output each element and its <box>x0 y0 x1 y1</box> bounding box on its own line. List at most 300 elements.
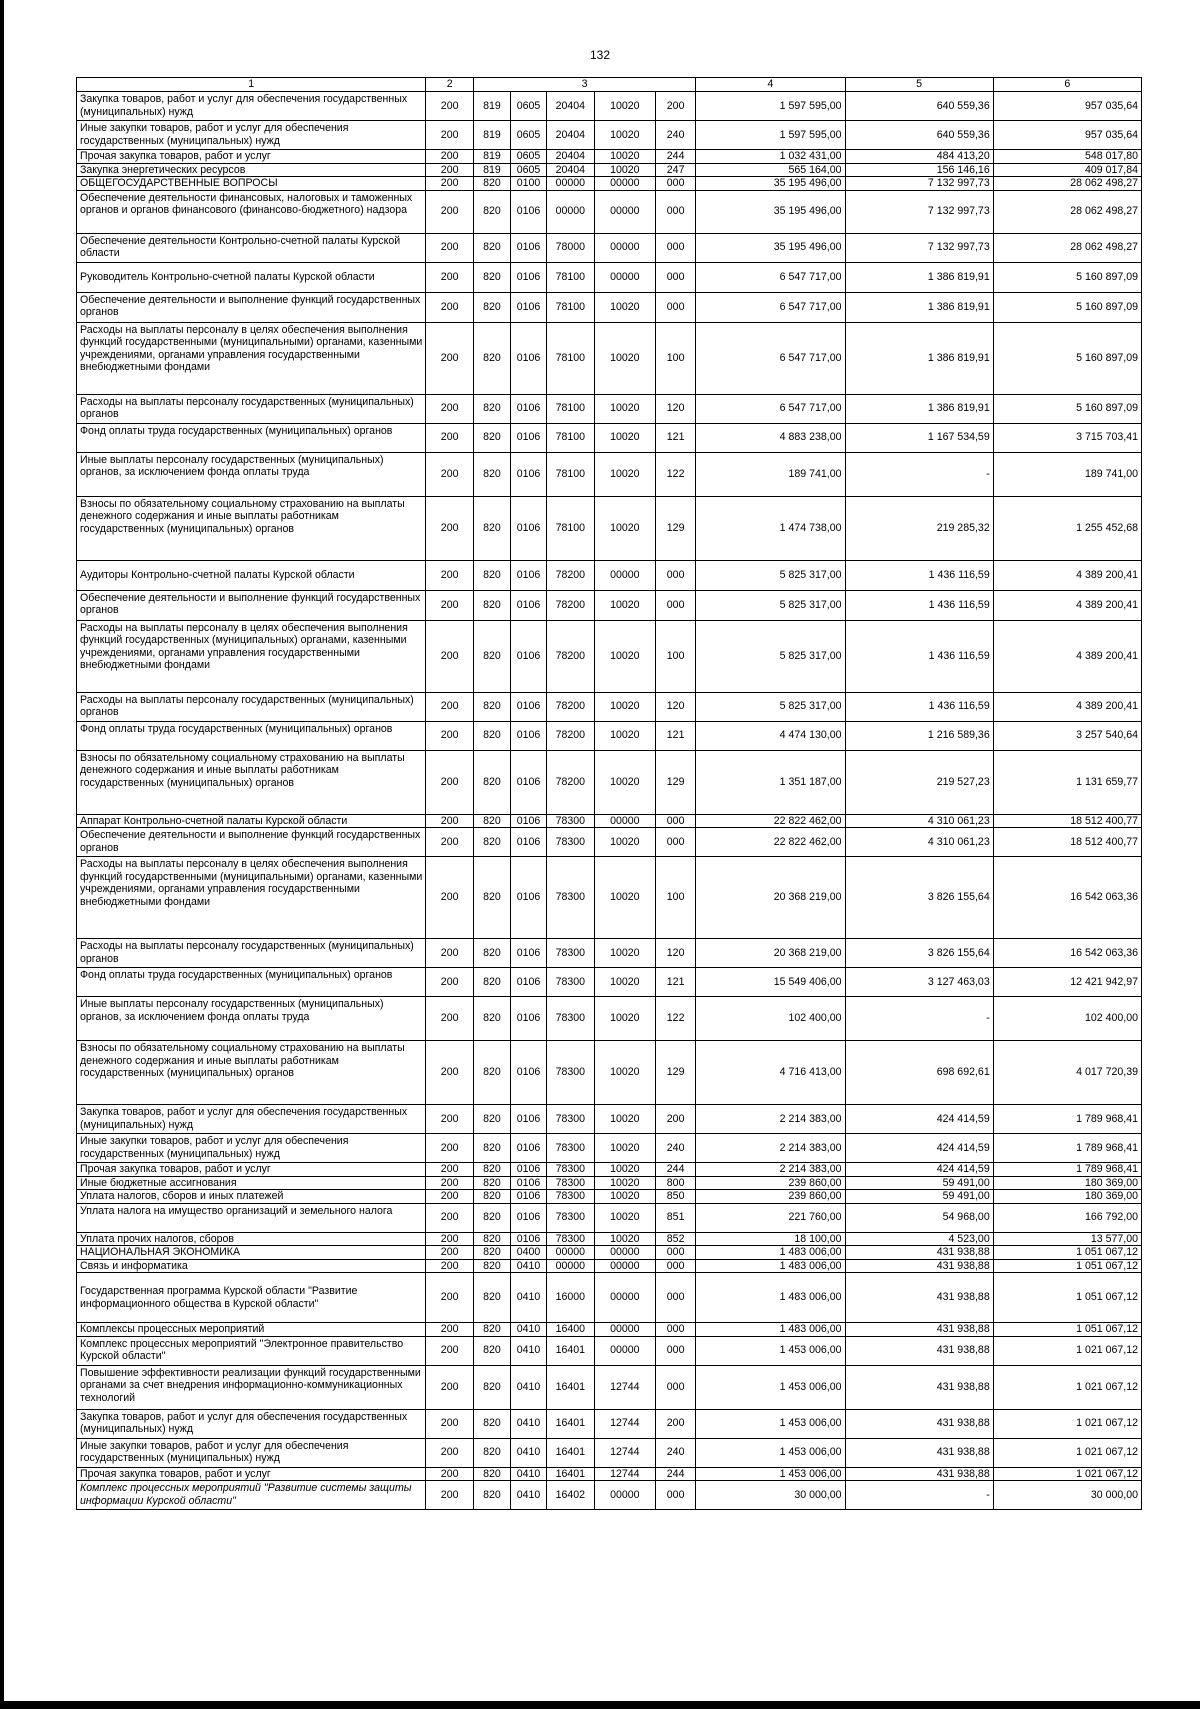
cell-program-code: 00000 <box>546 1259 594 1273</box>
cell-program-code: 78100 <box>546 394 594 423</box>
cell-expense-type: 000 <box>656 560 696 590</box>
table-row <box>77 857 1142 939</box>
cell-col2: 200 <box>426 1134 474 1163</box>
cell-program-code: 16402 <box>546 1481 594 1510</box>
cell-section-code: 0106 <box>511 620 547 692</box>
table-row <box>77 1259 1142 1273</box>
table-body <box>77 92 1142 1510</box>
table-row <box>77 750 1142 814</box>
cell-section-code: 0410 <box>511 1273 547 1323</box>
table-row <box>77 1041 1142 1105</box>
cell-admin-code: 820 <box>473 292 510 322</box>
cell-col2: 200 <box>426 177 474 191</box>
cell-admin-code: 820 <box>473 620 510 692</box>
cell-section-code: 0106 <box>511 1232 547 1246</box>
cell-amount-executed: 7 132 997,73 <box>845 233 993 262</box>
cell-admin-code: 820 <box>473 692 510 721</box>
cell-admin-code: 820 <box>473 1246 510 1260</box>
cell-col2: 200 <box>426 163 474 177</box>
cell-program-code: 20404 <box>546 150 594 164</box>
table-row <box>77 1232 1142 1246</box>
cell-program-code: 78100 <box>546 262 594 292</box>
cell-amount-executed: 219 527,23 <box>845 750 993 814</box>
cell-amount-executed: 424 414,59 <box>845 1134 993 1163</box>
cell-direction-code: 10020 <box>594 692 655 721</box>
cell-amount-remaining: 409 017,84 <box>993 163 1141 177</box>
cell-amount-remaining: 3 257 540,64 <box>993 721 1141 750</box>
cell-amount-plan: 1 032 431,00 <box>696 150 845 164</box>
cell-program-code: 78200 <box>546 750 594 814</box>
cell-expense-type: 200 <box>656 1105 696 1134</box>
cell-section-code: 0106 <box>511 857 547 939</box>
cell-program-code: 16400 <box>546 1323 594 1337</box>
row-name: Расходы на выплаты персоналу в целях обеспечения выполнения функций государственными (муниципальными) органами, казенными учреждениями, органами управления государственными внебюджетными фондами <box>77 857 426 939</box>
cell-amount-plan: 35 195 496,00 <box>696 190 845 233</box>
cell-amount-remaining: 28 062 498,27 <box>993 233 1141 262</box>
cell-expense-type: 244 <box>656 1467 696 1481</box>
cell-direction-code: 10020 <box>594 292 655 322</box>
cell-amount-remaining: 28 062 498,27 <box>993 177 1141 191</box>
cell-amount-remaining: 1 021 067,12 <box>993 1467 1141 1481</box>
cell-amount-remaining: 1 021 067,12 <box>993 1438 1141 1467</box>
cell-program-code: 78300 <box>546 997 594 1041</box>
cell-amount-remaining: 4 389 200,41 <box>993 692 1141 721</box>
cell-admin-code: 820 <box>473 1438 510 1467</box>
row-name: Обеспечение деятельности Контрольно-счетной палаты Курской области <box>77 233 426 262</box>
cell-admin-code: 820 <box>473 857 510 939</box>
row-name: Повышение эффективности реализации функций государственными органами за счет внедрения информационно-коммуникационных технологий <box>77 1365 426 1409</box>
cell-program-code: 78300 <box>546 1163 594 1177</box>
row-name: ОБЩЕГОСУДАРСТВЕННЫЕ ВОПРОСЫ <box>77 177 426 191</box>
row-name: Уплата налога на имущество организаций и земельного налога <box>77 1203 426 1232</box>
cell-direction-code: 10020 <box>594 1041 655 1105</box>
table-row <box>77 692 1142 721</box>
cell-admin-code: 820 <box>473 1467 510 1481</box>
cell-admin-code: 820 <box>473 721 510 750</box>
cell-amount-remaining: 1 021 067,12 <box>993 1409 1141 1438</box>
cell-amount-remaining: 1 255 452,68 <box>993 496 1141 560</box>
cell-section-code: 0605 <box>511 163 547 177</box>
cell-amount-executed: 431 938,88 <box>845 1467 993 1481</box>
cell-col2: 200 <box>426 692 474 721</box>
cell-amount-remaining: 1 051 067,12 <box>993 1323 1141 1337</box>
cell-col2: 200 <box>426 423 474 452</box>
cell-amount-plan: 15 549 406,00 <box>696 968 845 997</box>
row-name: Аппарат Контрольно-счетной палаты Курской области <box>77 814 426 828</box>
row-name: Иные бюджетные ассигнования <box>77 1176 426 1190</box>
cell-expense-type: 120 <box>656 692 696 721</box>
cell-direction-code: 00000 <box>594 177 655 191</box>
cell-direction-code: 10020 <box>594 997 655 1041</box>
cell-amount-plan: 22 822 462,00 <box>696 828 845 857</box>
cell-amount-plan: 1 351 187,00 <box>696 750 845 814</box>
cell-amount-plan: 2 214 383,00 <box>696 1134 845 1163</box>
header-cell-1: 1 <box>77 78 426 92</box>
cell-col2: 200 <box>426 1041 474 1105</box>
cell-direction-code: 10020 <box>594 452 655 496</box>
cell-section-code: 0106 <box>511 233 547 262</box>
cell-direction-code: 10020 <box>594 1203 655 1232</box>
cell-expense-type: 000 <box>656 292 696 322</box>
cell-amount-remaining: 5 160 897,09 <box>993 292 1141 322</box>
cell-admin-code: 820 <box>473 190 510 233</box>
cell-amount-executed: 219 285,32 <box>845 496 993 560</box>
cell-expense-type: 244 <box>656 150 696 164</box>
cell-admin-code: 820 <box>473 423 510 452</box>
scan-bottom-edge <box>0 1701 1200 1709</box>
cell-col2: 200 <box>426 1190 474 1204</box>
cell-program-code: 78300 <box>546 1134 594 1163</box>
cell-amount-remaining: 5 160 897,09 <box>993 322 1141 394</box>
scan-left-edge <box>0 0 4 1709</box>
cell-section-code: 0106 <box>511 939 547 968</box>
cell-amount-executed: 59 491,00 <box>845 1190 993 1204</box>
cell-program-code: 78100 <box>546 292 594 322</box>
cell-section-code: 0106 <box>511 721 547 750</box>
cell-direction-code: 00000 <box>594 1481 655 1510</box>
cell-admin-code: 820 <box>473 452 510 496</box>
cell-section-code: 0106 <box>511 1163 547 1177</box>
cell-program-code: 16401 <box>546 1467 594 1481</box>
cell-amount-plan: 4 474 130,00 <box>696 721 845 750</box>
cell-amount-executed: 424 414,59 <box>845 1163 993 1177</box>
cell-amount-remaining: 3 715 703,41 <box>993 423 1141 452</box>
table-row <box>77 721 1142 750</box>
table-row <box>77 121 1142 150</box>
cell-amount-remaining: 180 369,00 <box>993 1190 1141 1204</box>
cell-direction-code: 10020 <box>594 121 655 150</box>
cell-direction-code: 00000 <box>594 560 655 590</box>
cell-direction-code: 10020 <box>594 1163 655 1177</box>
cell-amount-plan: 6 547 717,00 <box>696 322 845 394</box>
table-row <box>77 1323 1142 1337</box>
table-row <box>77 1134 1142 1163</box>
cell-program-code: 78300 <box>546 814 594 828</box>
row-name: Расходы на выплаты персоналу в целях обеспечения выполнения функций государственных (муниципальных) органами, казенными учреждениями, органами управления государственными внебюджетными фондами <box>77 620 426 692</box>
cell-amount-executed: 7 132 997,73 <box>845 177 993 191</box>
cell-amount-plan: 20 368 219,00 <box>696 939 845 968</box>
cell-expense-type: 121 <box>656 423 696 452</box>
cell-amount-plan: 20 368 219,00 <box>696 857 845 939</box>
cell-col2: 200 <box>426 560 474 590</box>
cell-section-code: 0106 <box>511 423 547 452</box>
cell-admin-code: 819 <box>473 163 510 177</box>
cell-amount-executed: 7 132 997,73 <box>845 190 993 233</box>
cell-amount-executed: 4 310 061,23 <box>845 814 993 828</box>
row-name: Комплекс процессных мероприятий "Электронное правительство Курской области" <box>77 1336 426 1365</box>
cell-col2: 200 <box>426 322 474 394</box>
cell-col2: 200 <box>426 496 474 560</box>
cell-direction-code: 00000 <box>594 233 655 262</box>
cell-program-code: 16000 <box>546 1273 594 1323</box>
cell-direction-code: 10020 <box>594 590 655 620</box>
cell-expense-type: 129 <box>656 750 696 814</box>
cell-col2: 200 <box>426 1163 474 1177</box>
cell-amount-plan: 1 453 006,00 <box>696 1438 845 1467</box>
cell-section-code: 0605 <box>511 92 547 121</box>
row-name: Связь и информатика <box>77 1259 426 1273</box>
cell-amount-remaining: 4 389 200,41 <box>993 620 1141 692</box>
cell-admin-code: 820 <box>473 828 510 857</box>
cell-amount-remaining: 4 389 200,41 <box>993 560 1141 590</box>
cell-col2: 200 <box>426 452 474 496</box>
cell-direction-code: 10020 <box>594 496 655 560</box>
cell-section-code: 0106 <box>511 814 547 828</box>
cell-program-code: 78300 <box>546 939 594 968</box>
cell-admin-code: 820 <box>473 1481 510 1510</box>
cell-direction-code: 10020 <box>594 423 655 452</box>
cell-expense-type: 244 <box>656 1163 696 1177</box>
cell-program-code: 78300 <box>546 1176 594 1190</box>
table-row <box>77 423 1142 452</box>
table-row <box>77 1481 1142 1510</box>
cell-direction-code: 10020 <box>594 163 655 177</box>
table-row <box>77 1203 1142 1232</box>
cell-program-code: 20404 <box>546 121 594 150</box>
cell-program-code: 16401 <box>546 1365 594 1409</box>
cell-amount-remaining: 180 369,00 <box>993 1176 1141 1190</box>
cell-amount-plan: 4 883 238,00 <box>696 423 845 452</box>
cell-admin-code: 820 <box>473 322 510 394</box>
table-row <box>77 1438 1142 1467</box>
header-cell-2: 2 <box>426 78 474 92</box>
table-row <box>77 997 1142 1041</box>
cell-amount-remaining: 1 131 659,77 <box>993 750 1141 814</box>
cell-program-code: 16401 <box>546 1409 594 1438</box>
cell-program-code: 16401 <box>546 1438 594 1467</box>
cell-section-code: 0410 <box>511 1409 547 1438</box>
cell-section-code: 0106 <box>511 190 547 233</box>
cell-direction-code: 00000 <box>594 1246 655 1260</box>
cell-amount-remaining: 1 021 067,12 <box>993 1336 1141 1365</box>
cell-expense-type: 850 <box>656 1190 696 1204</box>
cell-amount-remaining: 13 577,00 <box>993 1232 1141 1246</box>
table-row <box>77 292 1142 322</box>
cell-expense-type: 000 <box>656 1336 696 1365</box>
row-name: Иные закупки товаров, работ и услуг для обеспечения государственных (муниципальных) нужд <box>77 1134 426 1163</box>
cell-amount-plan: 189 741,00 <box>696 452 845 496</box>
cell-expense-type: 122 <box>656 997 696 1041</box>
cell-amount-plan: 2 214 383,00 <box>696 1163 845 1177</box>
table-row <box>77 1409 1142 1438</box>
cell-admin-code: 820 <box>473 233 510 262</box>
cell-expense-type: 800 <box>656 1176 696 1190</box>
cell-section-code: 0106 <box>511 968 547 997</box>
cell-direction-code: 00000 <box>594 814 655 828</box>
cell-admin-code: 820 <box>473 1232 510 1246</box>
cell-admin-code: 820 <box>473 968 510 997</box>
cell-direction-code: 10020 <box>594 1105 655 1134</box>
cell-col2: 200 <box>426 1273 474 1323</box>
cell-program-code: 78300 <box>546 857 594 939</box>
cell-amount-plan: 221 760,00 <box>696 1203 845 1232</box>
cell-amount-remaining: 28 062 498,27 <box>993 190 1141 233</box>
cell-admin-code: 820 <box>473 1323 510 1337</box>
cell-amount-remaining: 1 789 968,41 <box>993 1105 1141 1134</box>
cell-program-code: 78100 <box>546 452 594 496</box>
cell-expense-type: 129 <box>656 1041 696 1105</box>
cell-expense-type: 247 <box>656 163 696 177</box>
cell-amount-executed: 431 938,88 <box>845 1438 993 1467</box>
cell-col2: 200 <box>426 1438 474 1467</box>
cell-expense-type: 000 <box>656 1365 696 1409</box>
cell-col2: 200 <box>426 590 474 620</box>
cell-amount-executed: 431 938,88 <box>845 1336 993 1365</box>
cell-amount-executed: 1 386 819,91 <box>845 394 993 423</box>
cell-amount-executed: 698 692,61 <box>845 1041 993 1105</box>
cell-admin-code: 820 <box>473 1409 510 1438</box>
table-row <box>77 177 1142 191</box>
cell-expense-type: 000 <box>656 262 696 292</box>
table-row <box>77 814 1142 828</box>
cell-direction-code: 00000 <box>594 1273 655 1323</box>
cell-expense-type: 100 <box>656 620 696 692</box>
table-row <box>77 1467 1142 1481</box>
cell-program-code: 78200 <box>546 590 594 620</box>
cell-amount-executed: 3 826 155,64 <box>845 857 993 939</box>
cell-col2: 200 <box>426 1246 474 1260</box>
cell-direction-code: 00000 <box>594 190 655 233</box>
table-row <box>77 1176 1142 1190</box>
cell-admin-code: 820 <box>473 1365 510 1409</box>
cell-direction-code: 12744 <box>594 1365 655 1409</box>
cell-admin-code: 819 <box>473 121 510 150</box>
budget-table <box>76 77 1142 1510</box>
cell-direction-code: 00000 <box>594 1323 655 1337</box>
cell-amount-plan: 1 483 006,00 <box>696 1323 845 1337</box>
cell-amount-executed: 1 436 116,59 <box>845 560 993 590</box>
cell-admin-code: 820 <box>473 1203 510 1232</box>
cell-admin-code: 820 <box>473 1163 510 1177</box>
cell-amount-plan: 565 164,00 <box>696 163 845 177</box>
cell-expense-type: 852 <box>656 1232 696 1246</box>
row-name: Иные закупки товаров, работ и услуг для обеспечения государственных (муниципальных) нужд <box>77 121 426 150</box>
cell-amount-executed: 1 436 116,59 <box>845 590 993 620</box>
cell-col2: 200 <box>426 394 474 423</box>
cell-col2: 200 <box>426 1467 474 1481</box>
cell-direction-code: 10020 <box>594 857 655 939</box>
cell-amount-plan: 6 547 717,00 <box>696 262 845 292</box>
row-name: Взносы по обязательному социальному страхованию на выплаты денежного содержания и иные выплаты работникам государственных (муниципальных) органов <box>77 750 426 814</box>
cell-col2: 200 <box>426 750 474 814</box>
cell-amount-remaining: 18 512 400,77 <box>993 828 1141 857</box>
table-row <box>77 560 1142 590</box>
cell-admin-code: 819 <box>473 150 510 164</box>
cell-amount-plan: 1 453 006,00 <box>696 1336 845 1365</box>
cell-admin-code: 820 <box>473 1134 510 1163</box>
cell-direction-code: 10020 <box>594 721 655 750</box>
table-row <box>77 322 1142 394</box>
cell-program-code: 78200 <box>546 692 594 721</box>
cell-direction-code: 10020 <box>594 1232 655 1246</box>
cell-amount-plan: 5 825 317,00 <box>696 590 845 620</box>
cell-admin-code: 820 <box>473 177 510 191</box>
cell-direction-code: 00000 <box>594 262 655 292</box>
cell-amount-executed: 1 386 819,91 <box>845 292 993 322</box>
cell-direction-code: 10020 <box>594 828 655 857</box>
cell-amount-plan: 5 825 317,00 <box>696 560 845 590</box>
cell-amount-executed: - <box>845 452 993 496</box>
cell-section-code: 0106 <box>511 560 547 590</box>
cell-direction-code: 00000 <box>594 1259 655 1273</box>
cell-section-code: 0106 <box>511 322 547 394</box>
table-row <box>77 1273 1142 1323</box>
table-row <box>77 190 1142 233</box>
cell-amount-remaining: 16 542 063,36 <box>993 857 1141 939</box>
cell-amount-remaining: 18 512 400,77 <box>993 814 1141 828</box>
cell-col2: 200 <box>426 828 474 857</box>
table-row <box>77 828 1142 857</box>
cell-amount-executed: 1 436 116,59 <box>845 692 993 721</box>
cell-expense-type: 000 <box>656 590 696 620</box>
cell-amount-executed: 640 559,36 <box>845 92 993 121</box>
cell-amount-executed: 431 938,88 <box>845 1246 993 1260</box>
cell-amount-remaining: 30 000,00 <box>993 1481 1141 1510</box>
cell-section-code: 0106 <box>511 1190 547 1204</box>
cell-amount-remaining: 5 160 897,09 <box>993 262 1141 292</box>
cell-section-code: 0106 <box>511 452 547 496</box>
row-name: Иные выплаты персоналу государственных (муниципальных) органов, за исключением фонда оплаты труда <box>77 997 426 1041</box>
cell-admin-code: 820 <box>473 1105 510 1134</box>
table-row <box>77 590 1142 620</box>
cell-col2: 200 <box>426 233 474 262</box>
cell-direction-code: 10020 <box>594 939 655 968</box>
cell-amount-remaining: 189 741,00 <box>993 452 1141 496</box>
cell-direction-code: 00000 <box>594 1336 655 1365</box>
cell-col2: 200 <box>426 1323 474 1337</box>
cell-section-code: 0410 <box>511 1481 547 1510</box>
cell-amount-executed: 1 216 589,36 <box>845 721 993 750</box>
cell-col2: 200 <box>426 997 474 1041</box>
cell-amount-plan: 1 597 595,00 <box>696 121 845 150</box>
cell-section-code: 0106 <box>511 394 547 423</box>
cell-expense-type: 100 <box>656 322 696 394</box>
cell-expense-type: 240 <box>656 121 696 150</box>
cell-amount-plan: 6 547 717,00 <box>696 292 845 322</box>
cell-amount-executed: 3 826 155,64 <box>845 939 993 968</box>
cell-admin-code: 820 <box>473 262 510 292</box>
cell-amount-plan: 1 597 595,00 <box>696 92 845 121</box>
row-name: Иные выплаты персоналу государственных (муниципальных) органов, за исключением фонда оплаты труда <box>77 452 426 496</box>
cell-amount-remaining: 957 035,64 <box>993 121 1141 150</box>
row-name: Закупка товаров, работ и услуг для обеспечения государственных (муниципальных) нужд <box>77 1105 426 1134</box>
cell-col2: 200 <box>426 1336 474 1365</box>
cell-section-code: 0410 <box>511 1259 547 1273</box>
cell-direction-code: 10020 <box>594 1176 655 1190</box>
cell-expense-type: 000 <box>656 1259 696 1273</box>
cell-col2: 200 <box>426 1105 474 1134</box>
cell-section-code: 0106 <box>511 292 547 322</box>
row-name: Фонд оплаты труда государственных (муниципальных) органов <box>77 423 426 452</box>
cell-section-code: 0410 <box>511 1467 547 1481</box>
cell-amount-plan: 5 825 317,00 <box>696 620 845 692</box>
row-name: Аудиторы Контрольно-счетной палаты Курской области <box>77 560 426 590</box>
table-row <box>77 1163 1142 1177</box>
cell-section-code: 0410 <box>511 1336 547 1365</box>
cell-amount-plan: 18 100,00 <box>696 1232 845 1246</box>
cell-program-code: 78300 <box>546 1203 594 1232</box>
cell-col2: 200 <box>426 814 474 828</box>
cell-program-code: 78200 <box>546 560 594 590</box>
cell-program-code: 20404 <box>546 92 594 121</box>
row-name: Закупка товаров, работ и услуг для обеспечения государственных (муниципальных) нужд <box>77 92 426 121</box>
cell-amount-executed: - <box>845 1481 993 1510</box>
cell-section-code: 0605 <box>511 121 547 150</box>
cell-admin-code: 820 <box>473 939 510 968</box>
row-name: Обеспечение деятельности и выполнение функций государственных органов <box>77 828 426 857</box>
cell-direction-code: 12744 <box>594 1409 655 1438</box>
cell-direction-code: 10020 <box>594 322 655 394</box>
